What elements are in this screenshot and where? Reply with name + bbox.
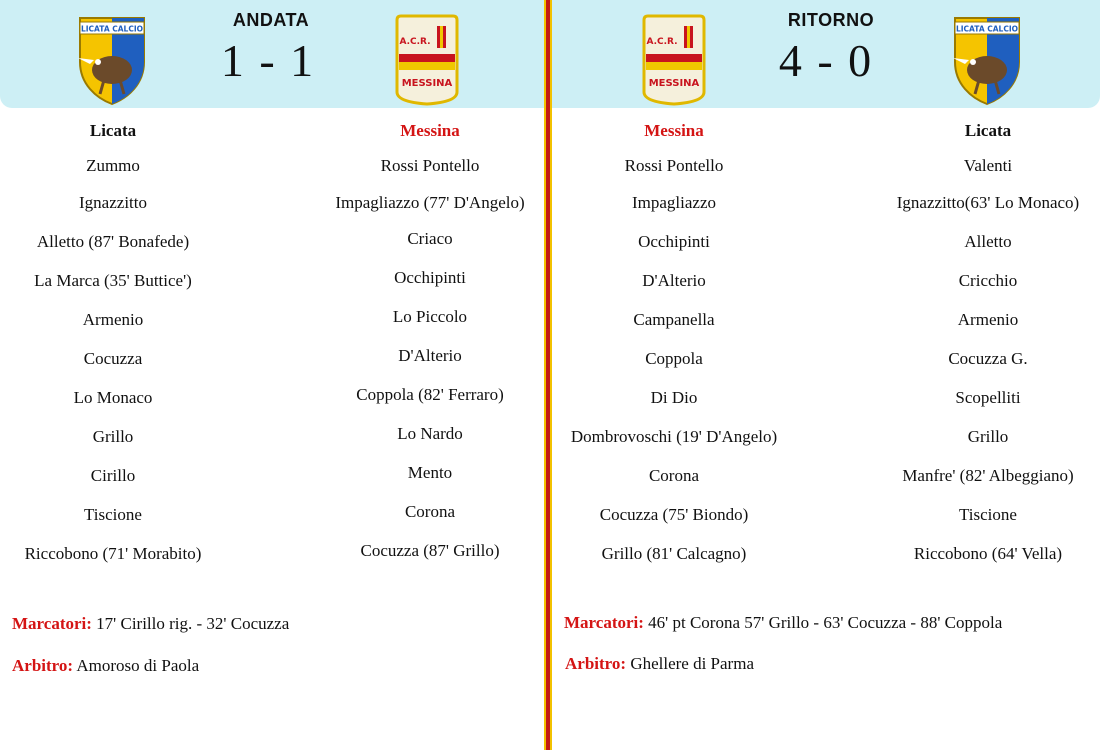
andata-home-lineup <box>0 118 243 571</box>
licata-banner-text: LICATA CALCIO <box>955 24 1019 34</box>
messina-crest-icon <box>389 14 465 106</box>
player: Lo Monaco <box>73 388 153 407</box>
player: Rossi Pontello <box>380 156 480 175</box>
player: Riccobono (64' Vella) <box>913 544 1063 563</box>
marcatori-value: 17' Cirillo rig. - 32' Cocuzza <box>96 614 290 633</box>
player: Alletto <box>964 232 1012 251</box>
player: Coppola (82' Ferraro) <box>356 385 504 404</box>
marcatori-value: 46' pt Corona 57' Grillo - 63' Cocuzza - 88' Coppola <box>648 613 1003 632</box>
messina-line2: MESSINA <box>401 78 453 89</box>
arbitro-value: Ghellere di Parma <box>630 654 754 673</box>
player: Grillo <box>92 427 134 446</box>
player: D'Alterio <box>398 346 462 365</box>
player: Impagliazzo <box>631 193 716 212</box>
player: Armenio <box>82 310 144 329</box>
team-name: Licata <box>964 121 1012 140</box>
arbitro-value: Amoroso di Paola <box>76 656 200 675</box>
ritorno-panel <box>552 0 1100 750</box>
player: Armenio <box>957 310 1019 329</box>
andata-header <box>0 0 544 108</box>
player: Corona <box>648 466 700 485</box>
messina-line2: MESSINA <box>648 78 700 89</box>
player: Occhipinti <box>394 268 466 287</box>
andata-label: ANDATA <box>232 10 310 30</box>
player: Cricchio <box>958 271 1018 290</box>
ritorno-marcatori <box>564 613 1002 633</box>
player: Manfre' (82' Albeggiano) <box>902 466 1074 485</box>
player: Zummo <box>86 156 140 175</box>
player: Ignazzitto(63' Lo Monaco) <box>896 193 1080 212</box>
ritorno-away-lineup <box>858 118 1100 571</box>
messina-line1: A.C.R. <box>646 37 678 47</box>
player: Coppola <box>645 349 703 368</box>
player: Impagliazzo (77' D'Angelo) <box>335 193 525 212</box>
player: Grillo <box>967 427 1009 446</box>
ritorno-label: RITORNO <box>787 10 875 30</box>
licata-banner-text: LICATA CALCIO <box>80 24 144 34</box>
team-name: Messina <box>644 121 704 140</box>
player: Di Dio <box>650 388 698 407</box>
andata-panel <box>0 0 544 750</box>
player: Corona <box>404 502 456 521</box>
player: D'Alterio <box>642 271 706 290</box>
player: Mento <box>407 463 453 482</box>
ritorno-arbitro <box>565 654 754 674</box>
player: Lo Piccolo <box>392 307 468 326</box>
player: Lo Nardo <box>397 424 463 443</box>
player: Cirillo <box>90 466 136 485</box>
marcatori-label: Marcatori: <box>12 614 92 633</box>
player: Criaco <box>407 229 453 248</box>
ritorno-home-lineup <box>544 118 804 571</box>
player: Grillo (81' Calcagno) <box>601 544 747 563</box>
player: Dombrovoschi (19' D'Angelo) <box>570 427 778 446</box>
player: La Marca (35' Buttice') <box>34 271 192 290</box>
player: Scopelliti <box>955 388 1021 407</box>
licata-crest-icon <box>74 14 150 106</box>
player: Tiscione <box>84 505 142 524</box>
player: Tiscione <box>959 505 1017 524</box>
team-name: Licata <box>89 121 137 140</box>
ritorno-header <box>552 0 1100 108</box>
player: Cocuzza G. <box>948 349 1028 368</box>
player: Alletto (87' Bonafede) <box>36 232 190 251</box>
player: Cocuzza (87' Grillo) <box>360 541 500 560</box>
player: Campanella <box>633 310 715 329</box>
arbitro-label: Arbitro: <box>12 656 74 675</box>
player: Cocuzza (75' Biondo) <box>599 505 749 524</box>
andata-away-lineup <box>300 118 560 568</box>
andata-marcatori <box>12 614 289 634</box>
andata-score: 1 - 1 <box>220 35 316 86</box>
andata-arbitro <box>12 656 199 676</box>
player: Riccobono (71' Morabito) <box>24 544 202 563</box>
messina-crest-icon <box>636 14 712 106</box>
arbitro-label: Arbitro: <box>565 654 627 673</box>
marcatori-label: Marcatori: <box>564 613 644 632</box>
team-name: Messina <box>400 121 460 140</box>
licata-crest-icon <box>949 14 1025 106</box>
messina-line1: A.C.R. <box>399 37 431 47</box>
player: Rossi Pontello <box>624 156 724 175</box>
player: Occhipinti <box>638 232 710 251</box>
player: Ignazzitto <box>79 193 147 212</box>
ritorno-score: 4 - 0 <box>778 35 874 86</box>
player: Cocuzza <box>83 349 143 368</box>
player: Valenti <box>963 156 1013 175</box>
